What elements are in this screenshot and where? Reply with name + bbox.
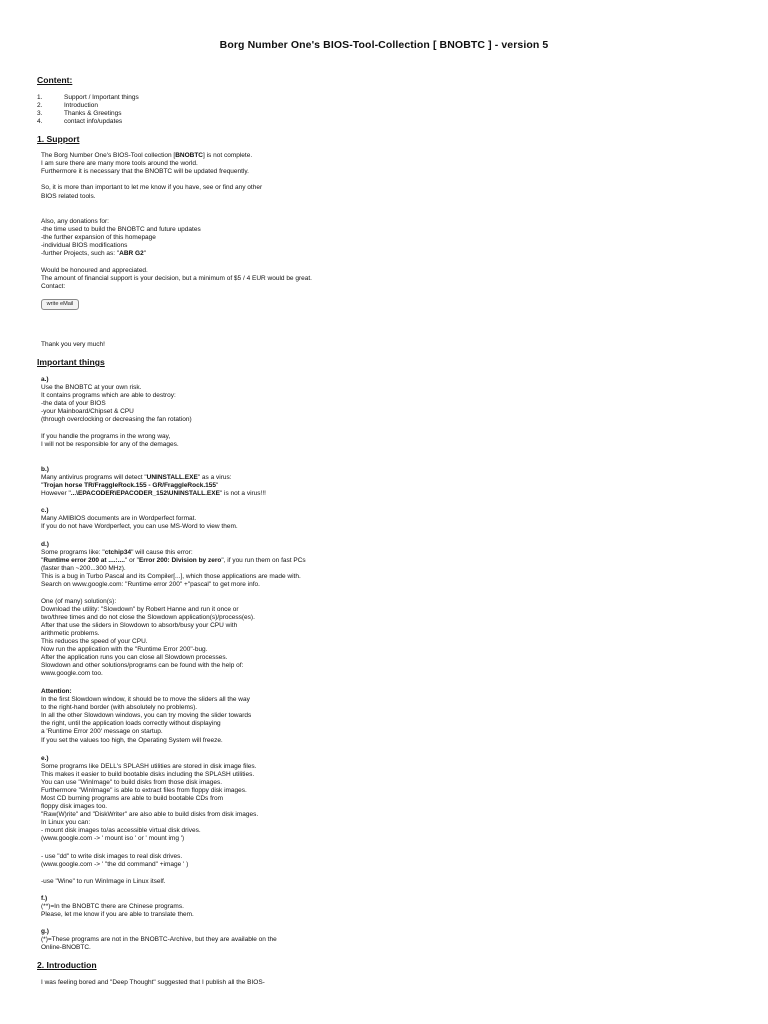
support-line: Furthermore it is necessary that the BNOBTC will be updated frequently. xyxy=(41,168,249,175)
item-b-line: However "...\EPACODER\EPACODER_152\UNINSTALL.EXE" is not a virus!!! xyxy=(41,490,266,497)
support-line: I am sure there are many more tools around the world. xyxy=(41,160,198,167)
item-g-line: (*)=These programs are not in the BNOBTC-Archive, but they are available on the xyxy=(41,936,277,943)
item-b-line: "Trojan horse TR/FraggleRock.155 - GR/FraggleRock.155" xyxy=(41,482,219,489)
item-d-line: This reduces the speed of your CPU. xyxy=(41,638,148,645)
item-d-line: This is a bug in Turbo Pascal and its Compiler[...], which those applications are made with. xyxy=(41,573,301,580)
support-line: The amount of financial support is your decision, but a minimum of $5 / 4 EUR would be great. xyxy=(41,275,312,282)
item-a-line: Use the BNOBTC at your own risk. xyxy=(41,384,142,391)
item-label-g: g.) xyxy=(41,928,49,935)
toc-num: 2. xyxy=(37,102,43,109)
item-d-line: to the right-hand border (with absolutely no problems). xyxy=(41,704,198,711)
support-line: Thank you very much! xyxy=(41,341,105,348)
item-e-line: (www.google.com -> ' "the dd command" +image ' ) xyxy=(41,861,189,868)
item-d-line: (faster than ~200...300 MHz). xyxy=(41,565,126,572)
item-a-line: I will not be responsible for any of the demages. xyxy=(41,441,179,448)
support-line: -the time used to build the BNOBTC and future updates xyxy=(41,226,201,233)
item-e-line: This makes it easier to build bootable disks including the SPLASH utilities. xyxy=(41,771,255,778)
item-e-line: "Raw(W)rite" and "DiskWriter" are also able to build disks from disk images. xyxy=(41,811,259,818)
support-heading: 1. Support xyxy=(37,134,80,144)
item-f-line: Please, let me know if you are able to translate them. xyxy=(41,911,194,918)
support-line: -the further expansion of this homepage xyxy=(41,234,156,241)
support-line: Contact: xyxy=(41,283,66,290)
item-e-line: Some programs like DELL's SPLASH utilities are stored in disk image files. xyxy=(41,763,257,770)
item-label-f: f.) xyxy=(41,895,48,902)
attention-label: Attention: xyxy=(41,688,72,695)
item-a-line: -the data of your BIOS xyxy=(41,400,106,407)
introduction-line: I was feeling bored and "Deep Thought" suggested that I publish all the BIOS- xyxy=(41,979,265,986)
item-a-line: If you handle the programs in the wrong way, xyxy=(41,433,171,440)
item-f-line: (**)=In the BNOBTC there are Chinese programs. xyxy=(41,903,184,910)
content-heading: Content: xyxy=(37,75,73,85)
toc-num: 4. xyxy=(37,118,43,125)
support-line: Would be honoured and appreciated. xyxy=(41,267,148,274)
toc-item: Thanks & Greetings xyxy=(64,110,122,117)
item-e-line: floppy disk images too. xyxy=(41,803,108,810)
item-c-line: If you do not have Wordperfect, you can use MS-Word to view them. xyxy=(41,523,238,530)
item-d-line: After the application runs you can close all Slowdown processes. xyxy=(41,654,228,661)
item-d-line: Slowdown and other solutions/programs can be found with the help of: xyxy=(41,662,244,669)
support-line: The Borg Number One's BIOS-Tool collection [BNOBTC] is not complete. xyxy=(41,152,253,159)
support-line: -individual BIOS modifications xyxy=(41,242,128,249)
item-d-line: "Runtime error 200 at ....:...." or "Error 200: Division by zero", if you run them on fast PCs xyxy=(41,557,306,564)
support-line: -further Projects, such as: "ABR G2" xyxy=(41,250,147,257)
item-g-line: Online-BNOBTC. xyxy=(41,944,91,951)
item-a-line: (through overclocking or decreasing the fan rotation) xyxy=(41,416,192,423)
item-d-line: www.google.com too. xyxy=(41,670,103,677)
item-d-line: In all the other Slowdown windows, you can try moving the slider towards xyxy=(41,712,252,719)
write-email-button[interactable]: write eMail xyxy=(41,299,79,310)
document-title: Borg Number One's BIOS-Tool-Collection [ BNOBTC ] - version 5 xyxy=(219,39,549,51)
item-b-line: Many antivirus programs will detect "UNINSTALL.EXE" as a virus: xyxy=(41,474,232,481)
item-e-line: You can use "WinImage" to build disks from those disk images. xyxy=(41,779,223,786)
item-d-line: the right, until the application loads correctly without displaying xyxy=(41,720,221,727)
item-d-line: Search on www.google.com: "Runtime error 200" +"pascal" to get more info. xyxy=(41,581,260,588)
item-d-line: a 'Runtime Error 200' message on startup. xyxy=(41,728,163,735)
item-d-line: Now run the application with the "Runtime Error 200"-bug. xyxy=(41,646,208,653)
item-d-line: One (of many) solution(s): xyxy=(41,598,117,605)
item-label-c: c.) xyxy=(41,507,49,514)
item-d-line: In the first Slowdown window, it should be to move the sliders all the way xyxy=(41,696,250,703)
introduction-heading: 2. Introduction xyxy=(37,960,97,970)
support-line: BIOS related tools. xyxy=(41,193,96,200)
item-d-line: arithmetic problems. xyxy=(41,630,100,637)
item-d-line: Download the utility: "Slowdown" by Robert Hanne and run it once or xyxy=(41,606,239,613)
item-c-line: Many AMIBIOS documents are in Wordperfect format. xyxy=(41,515,197,522)
item-label-d: d.) xyxy=(41,541,49,548)
item-e-line: (www.google.com -> ' mount iso ' or ' mount img ') xyxy=(41,835,185,842)
item-d-line: After that use the sliders in Slowdown to absorb/busy your CPU with xyxy=(41,622,238,629)
item-a-line: It contains programs which are able to destroy: xyxy=(41,392,176,399)
important-heading: Important things xyxy=(37,357,105,367)
item-d-line: Some programs like: "ctchip34" will cause this error: xyxy=(41,549,193,556)
item-e-line: - use "dd" to write disk images to real disk drives. xyxy=(41,853,183,860)
item-label-e: e.) xyxy=(41,755,49,762)
toc-item: Introduction xyxy=(64,102,98,109)
item-a-line: -your Mainboard/Chipset & CPU xyxy=(41,408,134,415)
item-label-b: b.) xyxy=(41,466,49,473)
item-d-line: If you set the values too high, the Operating System will freeze. xyxy=(41,737,223,744)
item-label-a: a.) xyxy=(41,376,49,383)
support-line: So, it is more than important to let me know if you have, see or find any other xyxy=(41,184,263,191)
toc-item: Support / Important things xyxy=(64,94,139,101)
item-e-line: -use "Wine" to run WinImage in Linux itself. xyxy=(41,878,166,885)
item-e-line: In Linux you can: xyxy=(41,819,91,826)
toc-num: 3. xyxy=(37,110,43,117)
toc-item: contact info/updates xyxy=(64,118,123,125)
support-line: Also, any donations for: xyxy=(41,218,109,225)
item-e-line: - mount disk images to/as accessible virtual disk drives. xyxy=(41,827,201,834)
item-e-line: Furthermore "WinImage" is able to extract files from floppy disk images. xyxy=(41,787,247,794)
toc-num: 1. xyxy=(37,94,43,101)
item-d-line: two/three times and do not close the Slowdown application(s)/process(es). xyxy=(41,614,255,621)
item-e-line: Most CD burning programs are able to build bootable CDs from xyxy=(41,795,224,802)
